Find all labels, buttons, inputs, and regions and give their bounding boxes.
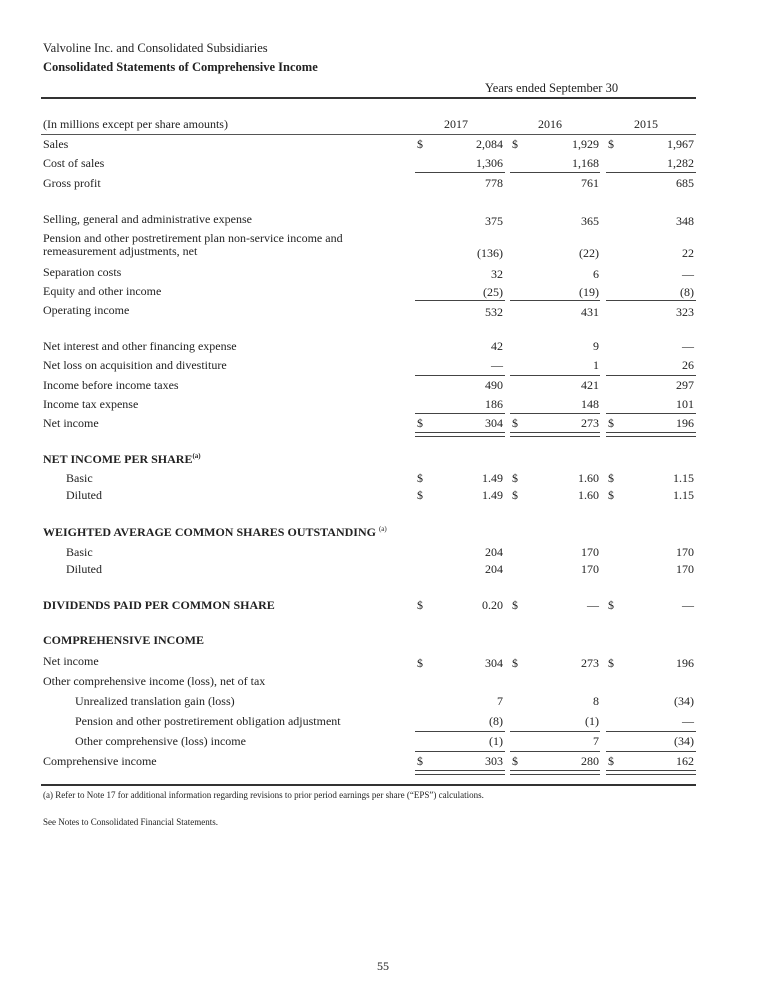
- subtotal-rule: [510, 375, 600, 376]
- value-2016: 1,168: [572, 156, 599, 170]
- value-2015: —: [682, 714, 694, 728]
- value-2017: 303: [485, 754, 503, 768]
- currency-symbol: $: [608, 471, 614, 485]
- value-2017: 490: [485, 378, 503, 392]
- subtotal-rule: [606, 375, 696, 376]
- value-2015: 1,282: [667, 156, 694, 170]
- value-2016: (1): [585, 714, 599, 728]
- currency-symbol: $: [608, 656, 614, 670]
- total-double-rule: [606, 432, 696, 437]
- bottom-rule: [41, 784, 696, 786]
- value-2015: —: [682, 598, 694, 612]
- table-row-gross-profit: [0, 176, 768, 192]
- currency-symbol: $: [417, 471, 423, 485]
- currency-symbol: $: [512, 754, 518, 768]
- subtotal-rule: [510, 413, 600, 414]
- value-2016: (19): [579, 285, 599, 299]
- value-2017: 2,084: [476, 137, 503, 151]
- section-heading: WEIGHTED AVERAGE COMMON SHARES OUTSTANDING: [43, 525, 376, 539]
- subtotal-rule: [415, 172, 505, 173]
- value-2015: (34): [674, 734, 694, 748]
- table-row-oci-total: [0, 734, 768, 750]
- subtotal-rule: [606, 172, 696, 173]
- row-label-continued: remeasurement adjustments, net: [43, 244, 198, 258]
- row-label: Diluted: [66, 488, 102, 502]
- value-2015: 170: [676, 562, 694, 576]
- row-label: Separation costs: [43, 265, 122, 279]
- value-2016: 761: [581, 176, 599, 190]
- table-row-income-before-taxes: [0, 378, 768, 394]
- currency-symbol: $: [608, 754, 614, 768]
- value-2017: 7: [497, 694, 503, 708]
- currency-symbol: $: [512, 488, 518, 502]
- value-2015: 162: [676, 754, 694, 768]
- value-2016: 6: [593, 267, 599, 281]
- value-2017: 42: [491, 339, 503, 353]
- currency-symbol: $: [512, 656, 518, 670]
- value-2017: 375: [485, 214, 503, 228]
- currency-symbol: $: [417, 656, 423, 670]
- currency-symbol: $: [512, 471, 518, 485]
- value-2015: (34): [674, 694, 694, 708]
- currency-symbol: $: [512, 416, 518, 430]
- year-2017: 2017: [444, 117, 468, 131]
- value-2016: 365: [581, 214, 599, 228]
- subtotal-rule: [510, 731, 600, 732]
- units-label: (In millions except per share amounts): [43, 117, 228, 131]
- value-2017: 0.20: [482, 598, 503, 612]
- value-2016: 1,929: [572, 137, 599, 151]
- total-double-rule: [510, 432, 600, 437]
- footnote-text: (a) Refer to Note 17 for additional information regarding revisions to prior period earnings per share (“EPS”) calculations.: [43, 790, 484, 800]
- value-2017: 186: [485, 397, 503, 411]
- row-label: Other comprehensive income (loss), net of tax: [43, 674, 266, 688]
- value-2017: 532: [485, 305, 503, 319]
- column-header-row: [0, 117, 768, 133]
- subtotal-rule: [606, 413, 696, 414]
- subtotal-rule: [606, 731, 696, 732]
- currency-symbol: $: [512, 137, 518, 151]
- total-double-rule: [415, 432, 505, 437]
- value-2015: 685: [676, 176, 694, 190]
- table-row-eps-diluted: [0, 488, 768, 504]
- section-heading-comprehensive: [0, 633, 768, 649]
- value-2016: 273: [581, 416, 599, 430]
- row-label: Net income: [43, 654, 99, 668]
- subtotal-rule: [510, 751, 600, 752]
- value-2015: 1,967: [667, 137, 694, 151]
- subtotal-rule: [606, 751, 696, 752]
- row-label: Net income: [43, 416, 99, 430]
- value-2016: 170: [581, 562, 599, 576]
- currency-symbol: $: [417, 754, 423, 768]
- year-2016: 2016: [538, 117, 562, 131]
- table-row-sales: [0, 137, 768, 153]
- value-2015: 196: [676, 656, 694, 670]
- value-2017: (25): [483, 285, 503, 299]
- value-2016: 273: [581, 656, 599, 670]
- subtotal-rule: [510, 300, 600, 301]
- section-heading: NET INCOME PER SHARE: [43, 452, 193, 466]
- table-row-operating-income: [0, 303, 768, 319]
- value-2015: 26: [682, 358, 694, 372]
- value-2016: 1.60: [578, 488, 599, 502]
- value-2016: 8: [593, 694, 599, 708]
- value-2017: 32: [491, 267, 503, 281]
- value-2017: (1): [489, 734, 503, 748]
- currency-symbol: $: [608, 137, 614, 151]
- total-double-rule: [606, 770, 696, 775]
- see-notes-text: See Notes to Consolidated Financial Statements.: [43, 817, 218, 827]
- year-2015: 2015: [634, 117, 658, 131]
- value-2015: 22: [682, 246, 694, 260]
- value-2016: (22): [579, 246, 599, 260]
- value-2016: 9: [593, 339, 599, 353]
- value-2016: 7: [593, 734, 599, 748]
- section-heading: DIVIDENDS PAID PER COMMON SHARE: [43, 598, 275, 612]
- currency-symbol: $: [417, 488, 423, 502]
- row-label: Basic: [66, 471, 93, 485]
- table-row-net-loss-acquisition: [0, 358, 768, 374]
- table-row-cost-of-sales: [0, 156, 768, 172]
- value-2016: 1.60: [578, 471, 599, 485]
- table-row-dividends: [0, 598, 768, 614]
- table-row-net-interest: [0, 339, 768, 355]
- value-2017: (136): [477, 246, 503, 260]
- row-label: Cost of sales: [43, 156, 105, 170]
- row-label: Net loss on acquisition and divestiture: [43, 358, 227, 372]
- subtotal-rule: [415, 751, 505, 752]
- value-2017: —: [491, 358, 503, 372]
- table-row-separation-costs: [0, 265, 768, 281]
- row-label: Operating income: [43, 303, 130, 317]
- section-heading-shares: [0, 525, 768, 541]
- row-label: Comprehensive income: [43, 754, 157, 768]
- table-row-ci-net-income: [0, 654, 768, 670]
- row-label: Gross profit: [43, 176, 101, 190]
- value-2015: 348: [676, 214, 694, 228]
- subtotal-rule: [510, 172, 600, 173]
- top-rule: [41, 97, 696, 99]
- value-2015: 1.15: [673, 471, 694, 485]
- value-2015: 297: [676, 378, 694, 392]
- value-2016: 431: [581, 305, 599, 319]
- value-2017: 204: [485, 545, 503, 559]
- value-2015: 101: [676, 397, 694, 411]
- row-label: Income tax expense: [43, 397, 139, 411]
- table-row-pension-adjustments: [0, 231, 768, 263]
- value-2015: 196: [676, 416, 694, 430]
- table-row-net-income: [0, 416, 768, 432]
- subtotal-rule: [415, 731, 505, 732]
- value-2015: —: [682, 339, 694, 353]
- value-2016: 148: [581, 397, 599, 411]
- currency-symbol: $: [608, 416, 614, 430]
- currency-symbol: $: [512, 598, 518, 612]
- row-label: Income before income taxes: [43, 378, 179, 392]
- value-2017: 304: [485, 656, 503, 670]
- row-label: Unrealized translation gain (loss): [75, 694, 235, 708]
- currency-symbol: $: [417, 416, 423, 430]
- page-number: 55: [377, 959, 389, 973]
- period-label: Years ended September 30: [485, 81, 619, 95]
- company-name: Valvoline Inc. and Consolidated Subsidiaries: [43, 41, 268, 55]
- value-2016: 170: [581, 545, 599, 559]
- table-row-shares-basic: [0, 545, 768, 561]
- value-2015: 170: [676, 545, 694, 559]
- subtotal-rule: [606, 300, 696, 301]
- footnote-marker: (a): [378, 525, 387, 533]
- row-label: Pension and other postretirement obligation adjustment: [75, 714, 341, 728]
- value-2016: 1: [593, 358, 599, 372]
- table-row-shares-diluted: [0, 562, 768, 578]
- currency-symbol: $: [608, 488, 614, 502]
- currency-symbol: $: [417, 598, 423, 612]
- value-2017: 1.49: [482, 471, 503, 485]
- value-2016: 421: [581, 378, 599, 392]
- footnote-marker: (a): [192, 452, 201, 460]
- value-2015: —: [682, 267, 694, 281]
- total-double-rule: [510, 770, 600, 775]
- statement-title: Consolidated Statements of Comprehensive Income: [43, 60, 318, 74]
- subtotal-rule: [415, 375, 505, 376]
- table-row-translation: [0, 694, 768, 710]
- table-row-equity-income: [0, 284, 768, 300]
- value-2017: (8): [489, 714, 503, 728]
- value-2017: 1.49: [482, 488, 503, 502]
- row-label: Pension and other postretirement plan non-service income and: [43, 231, 343, 245]
- value-2017: 204: [485, 562, 503, 576]
- row-label: Equity and other income: [43, 284, 162, 298]
- section-heading-eps: [0, 452, 768, 468]
- value-2017: 1,306: [476, 156, 503, 170]
- currency-symbol: $: [417, 137, 423, 151]
- row-label: Selling, general and administrative expense: [43, 212, 252, 226]
- table-row-pension-obligation: [0, 714, 768, 730]
- value-2017: 304: [485, 416, 503, 430]
- row-label: Basic: [66, 545, 93, 559]
- table-row-oci-label: [0, 674, 768, 690]
- value-2015: 323: [676, 305, 694, 319]
- currency-symbol: $: [608, 598, 614, 612]
- row-label: Diluted: [66, 562, 102, 576]
- value-2015: (8): [680, 285, 694, 299]
- value-2016: —: [587, 598, 599, 612]
- table-row-sga: [0, 212, 768, 228]
- table-row-eps-basic: [0, 471, 768, 487]
- table-row-comprehensive-income: [0, 754, 768, 770]
- section-heading: COMPREHENSIVE INCOME: [43, 633, 205, 647]
- value-2017: 778: [485, 176, 503, 190]
- row-label: Other comprehensive (loss) income: [75, 734, 246, 748]
- header-rule: [41, 134, 696, 135]
- subtotal-rule: [415, 413, 505, 414]
- row-label: Net interest and other financing expense: [43, 339, 237, 353]
- subtotal-rule: [415, 300, 505, 301]
- value-2016: 280: [581, 754, 599, 768]
- table-row-income-tax: [0, 397, 768, 413]
- total-double-rule: [415, 770, 505, 775]
- value-2015: 1.15: [673, 488, 694, 502]
- row-label: Sales: [43, 137, 69, 151]
